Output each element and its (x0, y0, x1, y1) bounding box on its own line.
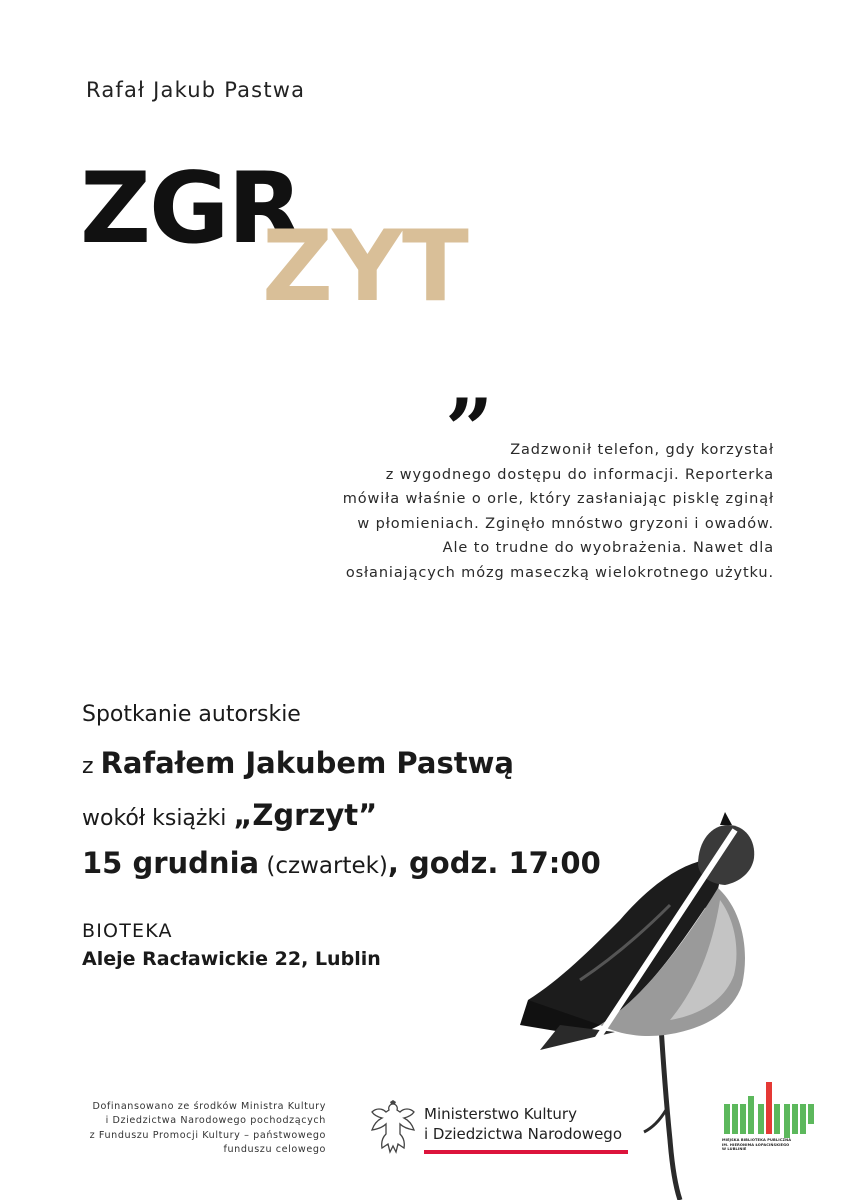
library-line: IM. HIERONIMA ŁOPACIŃSKIEGO (722, 1142, 790, 1147)
event-book-title: „Zgrzyt” (233, 798, 378, 832)
quote-line: osłaniających mózg maseczką wielokrotnego użytku. (345, 564, 774, 581)
quote-line: Ale to trudne do wyobrażenia. Nawet dla (442, 540, 774, 556)
title-part-1: ZGR (80, 152, 301, 266)
funding-line: i Dziedzictwa Narodowego pochodzących (105, 1115, 326, 1127)
venue-name: BIOTEKA (82, 920, 173, 942)
funding-line: Dofinansowano ze środków Ministra Kultury (92, 1101, 326, 1112)
event-type: Spotkanie autorskie (82, 702, 301, 727)
ministry-name (424, 1104, 622, 1144)
quote-line: z wygodnego dostępu do informacji. Reporterka (385, 466, 774, 483)
ministry-line: i Dziedzictwa Narodowego (424, 1125, 622, 1143)
quote-line: w płomieniach. Zginęło mnóstwo gryzoni i owadów. (357, 515, 774, 532)
ministry-underline (424, 1150, 628, 1154)
venue-address: Aleje Racławickie 22, Lublin (82, 948, 381, 970)
author-name: Rafał Jakub Pastwa (86, 78, 306, 102)
ministry-line: Ministerstwo Kultury (424, 1105, 577, 1123)
library-line: W LUBLINIE (722, 1147, 747, 1151)
event-time: , godz. 17:00 (387, 846, 601, 880)
event-guest-prefix: z (82, 754, 101, 779)
library-logo-icon (722, 1082, 818, 1138)
quote-line: mówiła właśnie o orle, który zasłaniając pisklę zginął (342, 491, 774, 507)
polish-eagle-icon (368, 1100, 418, 1158)
event-guest-name: Rafałem Jakubem Pastwą (100, 746, 514, 780)
quote-icon: ” (445, 380, 494, 479)
quote-text (314, 438, 774, 585)
funding-line: funduszu celowego (223, 1143, 326, 1155)
quote-line: Zadzwonił telefon, gdy korzystał (510, 442, 774, 458)
library-line: MIEJSKA BIBLIOTEKA PUBLICZNA (722, 1138, 792, 1142)
event-book-prefix: wokół książki (82, 806, 234, 831)
event-guest (82, 746, 514, 780)
title-part-2: ZYT (262, 210, 468, 324)
funding-note (80, 1100, 326, 1157)
event-date: 15 grudnia (82, 846, 260, 880)
event-weekday: (czwartek) (259, 853, 388, 879)
event-book (82, 798, 377, 832)
funding-line: z Funduszu Promocji Kultury – państwowego (89, 1129, 326, 1141)
library-name (722, 1138, 818, 1152)
